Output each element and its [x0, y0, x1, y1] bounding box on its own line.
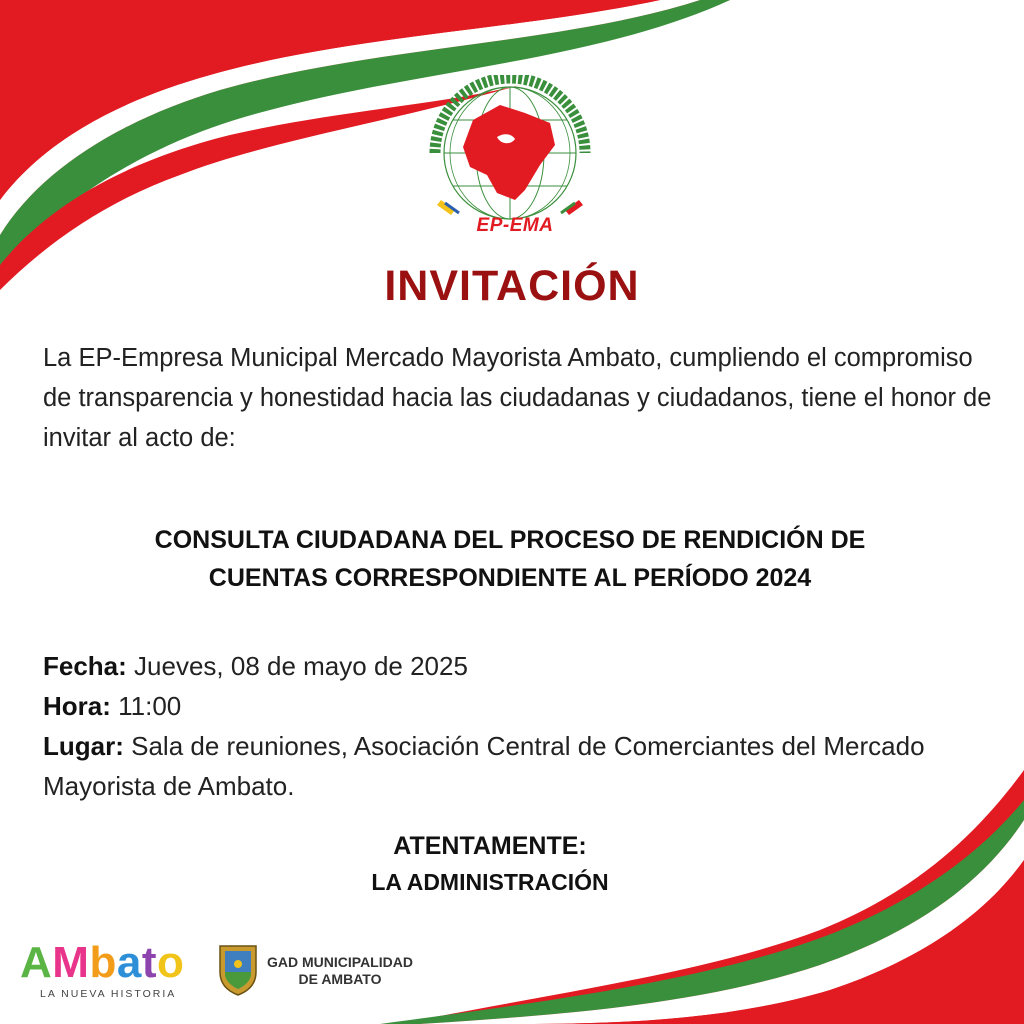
closing-line-1: ATENTAMENTE:: [393, 832, 587, 860]
hora-value: 11:00: [110, 691, 182, 721]
event-title: [60, 521, 960, 597]
event-title-line-2: CUENTAS CORRESPONDIENTE AL PERÍODO 2024: [208, 564, 812, 592]
page-title: INVITACIÓN: [384, 262, 640, 310]
detail-fecha: [43, 646, 993, 686]
gad-seal-icon: [216, 942, 260, 997]
gad-text: [267, 954, 413, 988]
lugar-label: Lugar:: [43, 731, 124, 761]
fecha-label: Fecha:: [43, 651, 127, 681]
lugar-value: Sala de reuniones, Asociación Central de Comerciantes del Mercado Mayorista de Ambato.: [43, 731, 925, 801]
logo-caption: EP-EMA: [476, 215, 554, 236]
hora-label: Hora:: [43, 691, 111, 721]
event-details: [43, 646, 993, 806]
closing-line-2: LA ADMINISTRACIÓN: [371, 869, 609, 895]
detail-lugar: [43, 726, 993, 806]
ambato-logo: [20, 940, 200, 1005]
closing-block: [240, 828, 740, 900]
fecha-value: Jueves, 08 de mayo de 2025: [126, 651, 468, 681]
intro-paragraph: La EP-Empresa Municipal Mercado Mayorista Ambato, cumpliendo el compromiso de transparencia y honestidad hacia las ciudadanas y ciudadanos, tiene el honor de invitar al acto de:: [43, 344, 992, 452]
ambato-logo-word: AMbato: [20, 938, 185, 987]
ambato-tagline: LA NUEVA HISTORIA: [40, 988, 177, 1000]
detail-hora: [43, 686, 993, 726]
gad-line-2: DE AMBATO: [298, 971, 382, 987]
event-title-line-1: CONSULTA CIUDADANA DEL PROCESO DE RENDICIÓN DE: [154, 526, 866, 554]
gad-line-1: GAD MUNICIPALIDAD: [267, 954, 413, 970]
